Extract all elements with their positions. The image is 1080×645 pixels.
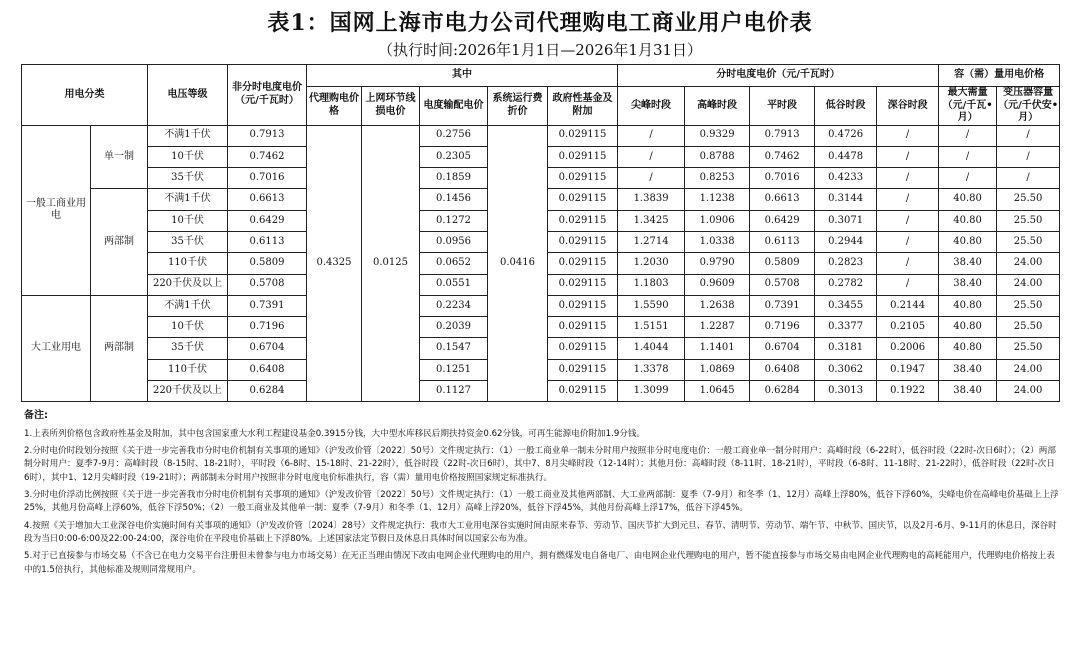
agency-price-cell: 0.4325 (307, 125, 362, 402)
voltage-cell: 110千伏 (148, 359, 228, 380)
header-agency-price: 代理购电价格 (307, 87, 362, 126)
flat-cell: 0.7391 (750, 295, 815, 316)
notes-section (24, 408, 1060, 577)
header-capacity-group: 容（需）量用电价格 (939, 65, 1060, 87)
gov-fund-cell: 0.029115 (548, 125, 618, 146)
non-tou-cell: 0.6613 (228, 189, 307, 210)
flat-cell: 0.5809 (750, 253, 815, 274)
header-deep-valley: 深谷时段 (877, 87, 939, 126)
flat-cell: 0.7196 (750, 317, 815, 338)
group-general: 一般工商业用电 (22, 125, 91, 295)
deep-valley-cell: / (877, 146, 939, 167)
transformer-cell: 25.50 (997, 189, 1060, 210)
non-tou-cell: 0.6704 (228, 338, 307, 359)
note-item: 5.对于已直接参与市场交易（不含已在电力交易平台注册但未曾参与电力市场交易）在无正当理由情况下改由电网企业代理购电的用户，拥有燃煤发电自备电厂、由电网企业代理购电的用户，暂不能直接参与市场交易由电网企业代理购电的高耗能用户，代理购电价格按上表中的1.5倍执行，其他标准及规则同常规用户。 (24, 551, 1055, 575)
header-category: 用电分类 (22, 65, 148, 126)
flat-cell: 0.6113 (750, 231, 815, 252)
deep-valley-cell: / (877, 253, 939, 274)
flat-cell: 0.6284 (750, 381, 815, 402)
header-flat: 平时段 (750, 87, 815, 126)
gov-fund-cell: 0.029115 (548, 210, 618, 231)
transformer-cell: 24.00 (997, 253, 1060, 274)
peak-cell: 0.9329 (685, 125, 750, 146)
transmission-cell: 0.1456 (420, 189, 488, 210)
non-tou-cell: 0.7016 (228, 168, 307, 189)
peak-cell: 1.0906 (685, 210, 750, 231)
transformer-cell: 25.50 (997, 231, 1060, 252)
max-demand-cell: 40.80 (939, 210, 997, 231)
valley-cell: 0.3455 (815, 295, 877, 316)
voltage-cell: 220千伏及以上 (148, 381, 228, 402)
flat-cell: 0.7462 (750, 146, 815, 167)
voltage-cell: 35千伏 (148, 168, 228, 189)
transmission-cell: 0.1127 (420, 381, 488, 402)
valley-cell: 0.3144 (815, 189, 877, 210)
transmission-cell: 0.0551 (420, 274, 488, 295)
max-demand-cell: 38.40 (939, 359, 997, 380)
valley-cell: 0.4233 (815, 168, 877, 189)
header-system-op: 系统运行费折价 (488, 87, 548, 126)
header-transmission: 电度输配电价 (420, 87, 488, 126)
header-tou-group: 分时电度电价（元/千瓦时） (618, 65, 939, 87)
transmission-cell: 0.0652 (420, 253, 488, 274)
peak-cell: 1.0645 (685, 381, 750, 402)
gov-fund-cell: 0.029115 (548, 274, 618, 295)
gov-fund-cell: 0.029115 (548, 253, 618, 274)
header-gov-fund: 政府性基金及附加 (548, 87, 618, 126)
price-table (21, 64, 1060, 402)
max-demand-cell: / (939, 168, 997, 189)
sharp-cell: 1.5590 (618, 295, 685, 316)
transmission-cell: 0.2234 (420, 295, 488, 316)
sharp-cell: 1.3839 (618, 189, 685, 210)
transformer-cell: / (997, 146, 1060, 167)
transformer-cell: 25.50 (997, 210, 1060, 231)
peak-cell: 1.0338 (685, 231, 750, 252)
non-tou-cell: 0.6408 (228, 359, 307, 380)
sharp-cell: / (618, 168, 685, 189)
deep-valley-cell: / (877, 125, 939, 146)
valley-cell: 0.3013 (815, 381, 877, 402)
peak-cell: 0.9790 (685, 253, 750, 274)
non-tou-cell: 0.7196 (228, 317, 307, 338)
header-line-loss: 上网环节线损电价 (362, 87, 420, 126)
table-row (22, 125, 1060, 146)
transformer-cell: 25.50 (997, 295, 1060, 316)
header-max-demand: 最大需量（元/千瓦•月） (939, 87, 997, 126)
transformer-cell: 24.00 (997, 359, 1060, 380)
max-demand-cell: 40.80 (939, 189, 997, 210)
deep-valley-cell: / (877, 189, 939, 210)
sharp-cell: 1.3378 (618, 359, 685, 380)
max-demand-cell: / (939, 146, 997, 167)
max-demand-cell: 38.40 (939, 274, 997, 295)
flat-cell: 0.6429 (750, 210, 815, 231)
deep-valley-cell: / (877, 210, 939, 231)
sharp-cell: 1.2714 (618, 231, 685, 252)
deep-valley-cell: 0.2105 (877, 317, 939, 338)
max-demand-cell: 40.80 (939, 231, 997, 252)
valley-cell: 0.3377 (815, 317, 877, 338)
line-loss-cell: 0.0125 (362, 125, 420, 402)
flat-cell: 0.6704 (750, 338, 815, 359)
deep-valley-cell: / (877, 168, 939, 189)
deep-valley-cell: 0.1947 (877, 359, 939, 380)
peak-cell: 1.1238 (685, 189, 750, 210)
peak-cell: 0.8788 (685, 146, 750, 167)
note-item: 1.上表所列价格包含政府性基金及附加，其中包含国家重大水利工程建设基金0.3915分钱，大中型水库移民后期扶持资金0.62分钱，可再生能源电价附加1.9分钱。 (24, 428, 646, 439)
transformer-cell: 25.50 (997, 338, 1060, 359)
max-demand-cell: / (939, 125, 997, 146)
notes-heading: 备注: (24, 410, 48, 422)
max-demand-cell: 38.40 (939, 253, 997, 274)
sharp-cell: / (618, 125, 685, 146)
group-large: 大工业用电 (22, 295, 91, 401)
valley-cell: 0.4726 (815, 125, 877, 146)
voltage-cell: 10千伏 (148, 146, 228, 167)
subgroup-two-part-large: 两部制 (91, 295, 148, 401)
non-tou-cell: 0.7391 (228, 295, 307, 316)
gov-fund-cell: 0.029115 (548, 338, 618, 359)
gov-fund-cell: 0.029115 (548, 168, 618, 189)
note-item: 3.分时电价浮动比例按照《关于进一步完善我市分时电价机制有关事项的通知》（沪发改价管〔2022〕50号）文件规定执行：（1）一般工商业及其他两部制、大工业两部制：夏季（7-9月）和冬季（1、12月）高峰上浮80%，低谷下浮60%，尖峰电价在高峰电价基础上上浮25%，其他月份高峰上浮60%，低谷下浮50%；（2）一般工商业及其他单一制：夏季（7-9月）和冬季（1、12月）高峰上浮20%，低谷下浮45%，其他月份高峰上浮17%，低谷下浮45%。 (24, 490, 1059, 514)
max-demand-cell: 40.80 (939, 295, 997, 316)
voltage-cell: 35千伏 (148, 231, 228, 252)
header-non-tou: 非分时电度电价（元/千瓦时） (228, 65, 307, 126)
header-of-which: 其中 (307, 65, 618, 87)
sharp-cell: 1.1803 (618, 274, 685, 295)
voltage-cell: 110千伏 (148, 253, 228, 274)
header-transformer: 变压器容量（元/千伏安•月） (998, 87, 1059, 123)
valley-cell: 0.2782 (815, 274, 877, 295)
header-valley: 低谷时段 (815, 87, 877, 126)
gov-fund-cell: 0.029115 (548, 231, 618, 252)
transmission-cell: 0.0956 (420, 231, 488, 252)
max-demand-cell: 38.40 (939, 381, 997, 402)
non-tou-cell: 0.6429 (228, 210, 307, 231)
non-tou-cell: 0.6284 (228, 381, 307, 402)
deep-valley-cell: 0.1922 (877, 381, 939, 402)
flat-cell: 0.7913 (750, 125, 815, 146)
page-title: 表1：国网上海市电力公司代理购电工商业用户电价表 (267, 10, 813, 36)
sharp-cell: 1.5151 (618, 317, 685, 338)
header-sharp: 尖峰时段 (618, 87, 685, 126)
transformer-cell: / (997, 168, 1060, 189)
flat-cell: 0.7016 (750, 168, 815, 189)
transformer-cell: 24.00 (997, 381, 1060, 402)
transmission-cell: 0.1859 (420, 168, 488, 189)
voltage-cell: 10千伏 (148, 317, 228, 338)
subgroup-single: 单一制 (91, 125, 148, 189)
flat-cell: 0.6408 (750, 359, 815, 380)
voltage-cell: 35千伏 (148, 338, 228, 359)
voltage-cell: 不满1千伏 (148, 189, 228, 210)
voltage-cell: 220千伏及以上 (148, 274, 228, 295)
sharp-cell: 1.2030 (618, 253, 685, 274)
valley-cell: 0.3062 (815, 359, 877, 380)
system-op-cell: 0.0416 (488, 125, 548, 402)
header-peak: 高峰时段 (685, 87, 750, 126)
transmission-cell: 0.2039 (420, 317, 488, 338)
transmission-cell: 0.1251 (420, 359, 488, 380)
gov-fund-cell: 0.029115 (548, 295, 618, 316)
peak-cell: 1.2638 (685, 295, 750, 316)
gov-fund-cell: 0.029115 (548, 317, 618, 338)
deep-valley-cell: / (877, 231, 939, 252)
non-tou-cell: 0.7913 (228, 125, 307, 146)
peak-cell: 1.0869 (685, 359, 750, 380)
sharp-cell: 1.3099 (618, 381, 685, 402)
sharp-cell: 1.4044 (618, 338, 685, 359)
non-tou-cell: 0.6113 (228, 231, 307, 252)
voltage-cell: 10千伏 (148, 210, 228, 231)
peak-cell: 1.2287 (685, 317, 750, 338)
peak-cell: 0.9609 (685, 274, 750, 295)
transmission-cell: 0.1547 (420, 338, 488, 359)
header-voltage: 电压等级 (148, 65, 228, 126)
flat-cell: 0.5708 (750, 274, 815, 295)
valley-cell: 0.3181 (815, 338, 877, 359)
transmission-cell: 0.2756 (420, 125, 488, 146)
max-demand-cell: 40.80 (939, 338, 997, 359)
gov-fund-cell: 0.029115 (548, 359, 618, 380)
sharp-cell: / (618, 146, 685, 167)
deep-valley-cell: / (877, 274, 939, 295)
valley-cell: 0.2823 (815, 253, 877, 274)
transmission-cell: 0.2305 (420, 146, 488, 167)
valley-cell: 0.2944 (815, 231, 877, 252)
voltage-cell: 不满1千伏 (148, 125, 228, 146)
sharp-cell: 1.3425 (618, 210, 685, 231)
page-subtitle: （执行时间:2026年1月1日—2026年1月31日） (377, 41, 703, 59)
deep-valley-cell: 0.2006 (877, 338, 939, 359)
note-item: 4.按照《关于增加大工业深谷电价实施时间有关事项的通知》（沪发改价管〔2024〕28号）文件规定执行：我市大工业用电深谷实施时间由原来春节、劳动节、国庆节扩大到元旦、春节、清明节、劳动节、端午节、中秋节、国庆节，以及2月-6月、9-11月的休息日，深谷时段为当日0:00-6:00及22:00-24:00，深谷电价在平段电价基础上下浮80%。上述国家法定节假日及休息日具体时间以国家公布为准。 (24, 520, 1057, 545)
transformer-cell: 25.50 (997, 317, 1060, 338)
valley-cell: 0.4478 (815, 146, 877, 167)
deep-valley-cell: 0.2144 (877, 295, 939, 316)
non-tou-cell: 0.5708 (228, 274, 307, 295)
transformer-cell: / (997, 125, 1060, 146)
peak-cell: 0.8253 (685, 168, 750, 189)
non-tou-cell: 0.7462 (228, 146, 307, 167)
note-item: 2.分时电价时段划分按照《关于进一步完善我市分时电价机制有关事项的通知》（沪发改价管〔2022〕50号）文件规定执行：（1）一般工商业单一制未分时用户按照非分时电度电价：一般工商业单一制分时用户：高峰时段（6-22时），低谷时段（22时-次日6时）；（2）两部制分时用户：夏季7-9月：高峰时段（8-15时、18-21时），平时段（6-8时、15-18时、21-22时），低谷时段（22时-次日6时），其中7、8月尖峰时段（12-14时）；其他月份：高峰时段（8-11时、18-21时），平时段（6-8时、11-18时、21-22时），低谷时段（22时-次日6时），其中1、12月尖峰时段（19-21时）；两部制未分时用户按照非分时电度电价标准执行，容（需）量用电价格按照国家规定标准执行。 (24, 446, 1056, 483)
subgroup-two-part: 两部制 (91, 189, 148, 295)
valley-cell: 0.3071 (815, 210, 877, 231)
gov-fund-cell: 0.029115 (548, 189, 618, 210)
flat-cell: 0.6613 (750, 189, 815, 210)
transformer-cell: 24.00 (997, 274, 1060, 295)
peak-cell: 1.1401 (685, 338, 750, 359)
voltage-cell: 不满1千伏 (148, 295, 228, 316)
gov-fund-cell: 0.029115 (548, 381, 618, 402)
transmission-cell: 0.1272 (420, 210, 488, 231)
non-tou-cell: 0.5809 (228, 253, 307, 274)
gov-fund-cell: 0.029115 (548, 146, 618, 167)
max-demand-cell: 40.80 (939, 317, 997, 338)
